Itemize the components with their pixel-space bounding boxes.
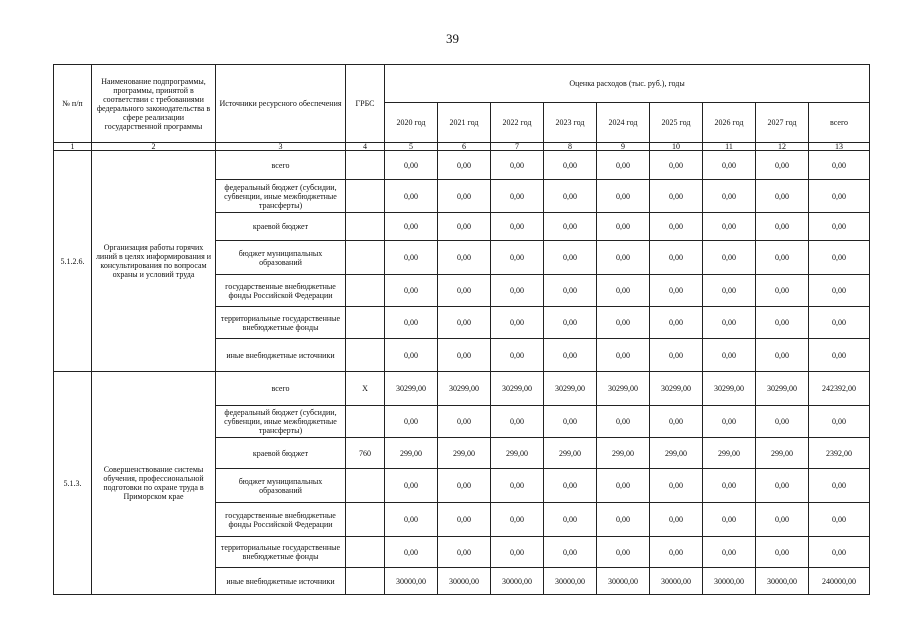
- year-value: 0,00: [544, 469, 597, 503]
- year-value: 30000,00: [756, 568, 809, 595]
- year-value: 30299,00: [491, 372, 544, 406]
- year-value: 30000,00: [597, 568, 650, 595]
- year-value: 0,00: [438, 406, 491, 438]
- year-value: 0,00: [438, 180, 491, 213]
- year-value: 0,00: [544, 241, 597, 275]
- year-value: 0,00: [544, 503, 597, 537]
- grbs-code: [346, 180, 385, 213]
- column-index: 9: [597, 143, 650, 151]
- year-value: 0,00: [703, 537, 756, 568]
- column-index: 4: [346, 143, 385, 151]
- year-value: 30000,00: [650, 568, 703, 595]
- year-value: 30000,00: [703, 568, 756, 595]
- year-value: 299,00: [438, 438, 491, 469]
- year-value: 299,00: [544, 438, 597, 469]
- total-value: 0,00: [809, 339, 870, 372]
- total-value: 0,00: [809, 213, 870, 241]
- year-value: 0,00: [597, 469, 650, 503]
- grbs-code: 760: [346, 438, 385, 469]
- year-value: 0,00: [597, 339, 650, 372]
- funding-source: иные внебюджетные источники: [216, 339, 346, 372]
- year-value: 299,00: [385, 438, 438, 469]
- total-value: 0,00: [809, 307, 870, 339]
- year-value: 0,00: [650, 406, 703, 438]
- funding-source: краевой бюджет: [216, 213, 346, 241]
- year-value: 30299,00: [385, 372, 438, 406]
- year-value: 0,00: [703, 406, 756, 438]
- year-value: 0,00: [438, 537, 491, 568]
- year-value: 0,00: [544, 537, 597, 568]
- year-value: 0,00: [385, 406, 438, 438]
- year-value: 0,00: [650, 213, 703, 241]
- header-year: 2026 год: [703, 103, 756, 143]
- year-value: 30299,00: [544, 372, 597, 406]
- year-value: 0,00: [703, 275, 756, 307]
- funding-source: всего: [216, 372, 346, 406]
- funding-source: федеральный бюджет (субсидии, субвенции, иные межбюджетные трансферты): [216, 406, 346, 438]
- funding-source: иные внебюджетные источники: [216, 568, 346, 595]
- year-value: 30000,00: [544, 568, 597, 595]
- total-value: 242392,00: [809, 372, 870, 406]
- grbs-code: [346, 469, 385, 503]
- year-value: 0,00: [544, 339, 597, 372]
- year-value: 0,00: [650, 339, 703, 372]
- funding-source: бюджет муниципальных образований: [216, 241, 346, 275]
- year-value: 0,00: [491, 180, 544, 213]
- grbs-code: [346, 307, 385, 339]
- year-value: 0,00: [385, 469, 438, 503]
- funding-source: федеральный бюджет (субсидии, субвенции, иные межбюджетные трансферты): [216, 180, 346, 213]
- total-value: 0,00: [809, 503, 870, 537]
- header-year: 2027 год: [756, 103, 809, 143]
- year-value: 0,00: [438, 213, 491, 241]
- total-value: 0,00: [809, 180, 870, 213]
- year-value: 0,00: [703, 339, 756, 372]
- year-value: 30000,00: [385, 568, 438, 595]
- year-value: 0,00: [438, 151, 491, 180]
- total-value: 0,00: [809, 406, 870, 438]
- year-value: 0,00: [756, 241, 809, 275]
- year-value: 0,00: [491, 469, 544, 503]
- year-value: 30299,00: [597, 372, 650, 406]
- year-value: 0,00: [597, 307, 650, 339]
- year-value: 299,00: [756, 438, 809, 469]
- grbs-code: [346, 568, 385, 595]
- year-value: 0,00: [544, 406, 597, 438]
- funding-source: государственные внебюджетные фонды Российской Федерации: [216, 503, 346, 537]
- year-value: 0,00: [597, 213, 650, 241]
- grbs-code: [346, 339, 385, 372]
- grbs-code: [346, 406, 385, 438]
- year-value: 0,00: [438, 241, 491, 275]
- year-value: 0,00: [703, 151, 756, 180]
- year-value: 0,00: [703, 503, 756, 537]
- year-value: 0,00: [703, 307, 756, 339]
- year-value: 0,00: [650, 307, 703, 339]
- year-value: 0,00: [756, 503, 809, 537]
- year-value: 0,00: [385, 307, 438, 339]
- year-value: 30000,00: [491, 568, 544, 595]
- year-value: 0,00: [756, 213, 809, 241]
- year-value: 299,00: [703, 438, 756, 469]
- year-value: 0,00: [385, 339, 438, 372]
- column-index: 11: [703, 143, 756, 151]
- year-value: 0,00: [650, 469, 703, 503]
- header-year: 2024 год: [597, 103, 650, 143]
- year-value: 0,00: [385, 275, 438, 307]
- year-value: 0,00: [544, 307, 597, 339]
- year-value: 0,00: [597, 275, 650, 307]
- grbs-code: [346, 241, 385, 275]
- year-value: 0,00: [491, 213, 544, 241]
- column-index: 5: [385, 143, 438, 151]
- year-value: 0,00: [756, 307, 809, 339]
- column-index: 8: [544, 143, 597, 151]
- year-value: 0,00: [597, 151, 650, 180]
- total-value: 2392,00: [809, 438, 870, 469]
- year-value: 0,00: [385, 537, 438, 568]
- header-year: 2021 год: [438, 103, 491, 143]
- funding-source: краевой бюджет: [216, 438, 346, 469]
- year-value: 30000,00: [438, 568, 491, 595]
- column-index: 1: [54, 143, 92, 151]
- item-name: Организация работы горячих линий в целях информирования и консультирования по вопросам охраны и условий труда: [92, 151, 216, 372]
- year-value: 0,00: [756, 406, 809, 438]
- year-value: 0,00: [756, 151, 809, 180]
- grbs-code: [346, 213, 385, 241]
- total-value: 0,00: [809, 241, 870, 275]
- budget-table: [53, 64, 870, 595]
- year-value: 0,00: [597, 406, 650, 438]
- year-value: 0,00: [703, 241, 756, 275]
- year-value: 0,00: [491, 241, 544, 275]
- year-value: 0,00: [491, 339, 544, 372]
- year-value: 0,00: [756, 180, 809, 213]
- funding-source: государственные внебюджетные фонды Российской Федерации: [216, 275, 346, 307]
- year-value: 0,00: [650, 503, 703, 537]
- year-value: 0,00: [491, 406, 544, 438]
- header-year: 2025 год: [650, 103, 703, 143]
- item-name: Совершенствование системы обучения, профессиональной подготовки по охране труда в Приморском крае: [92, 372, 216, 595]
- year-value: 0,00: [491, 151, 544, 180]
- table-row: [54, 151, 870, 180]
- total-value: 0,00: [809, 151, 870, 180]
- year-value: 0,00: [491, 307, 544, 339]
- item-number: 5.1.3.: [54, 372, 92, 595]
- year-value: 0,00: [491, 537, 544, 568]
- total-value: 0,00: [809, 275, 870, 307]
- year-value: 30299,00: [650, 372, 703, 406]
- year-value: 0,00: [650, 180, 703, 213]
- header-year: 2023 год: [544, 103, 597, 143]
- year-value: 0,00: [385, 213, 438, 241]
- total-value: 0,00: [809, 537, 870, 568]
- column-index: 7: [491, 143, 544, 151]
- year-value: 0,00: [650, 241, 703, 275]
- funding-source: территориальные государственные внебюджетные фонды: [216, 537, 346, 568]
- grbs-code: [346, 503, 385, 537]
- year-value: 299,00: [491, 438, 544, 469]
- year-value: 0,00: [385, 180, 438, 213]
- year-value: 0,00: [650, 151, 703, 180]
- year-value: 0,00: [544, 213, 597, 241]
- column-index: 3: [216, 143, 346, 151]
- funding-source: всего: [216, 151, 346, 180]
- year-value: 0,00: [544, 151, 597, 180]
- year-value: 0,00: [703, 213, 756, 241]
- year-value: 0,00: [597, 241, 650, 275]
- column-index: 12: [756, 143, 809, 151]
- year-value: 0,00: [438, 469, 491, 503]
- year-value: 0,00: [438, 307, 491, 339]
- year-value: 0,00: [438, 275, 491, 307]
- table-row: [54, 372, 870, 406]
- page-number: 39: [446, 31, 459, 46]
- grbs-code: [346, 537, 385, 568]
- column-index: 10: [650, 143, 703, 151]
- year-value: 0,00: [650, 537, 703, 568]
- total-value: 240000,00: [809, 568, 870, 595]
- column-index: 2: [92, 143, 216, 151]
- year-value: 0,00: [544, 275, 597, 307]
- item-number: 5.1.2.6.: [54, 151, 92, 372]
- year-value: 0,00: [385, 241, 438, 275]
- year-value: 30299,00: [703, 372, 756, 406]
- funding-source: территориальные государственные внебюджетные фонды: [216, 307, 346, 339]
- year-value: 0,00: [756, 275, 809, 307]
- year-value: 0,00: [544, 180, 597, 213]
- header-col-num: № п/п: [54, 65, 92, 143]
- year-value: 0,00: [756, 469, 809, 503]
- header-col-grbs: ГРБС: [346, 65, 385, 143]
- header-col-source: Источники ресурсного обеспечения: [216, 65, 346, 143]
- year-value: 0,00: [385, 503, 438, 537]
- grbs-code: Х: [346, 372, 385, 406]
- year-value: 299,00: [597, 438, 650, 469]
- year-value: 0,00: [703, 180, 756, 213]
- year-value: 0,00: [650, 275, 703, 307]
- year-value: 0,00: [597, 180, 650, 213]
- column-index: 6: [438, 143, 491, 151]
- year-value: 30299,00: [438, 372, 491, 406]
- year-value: 0,00: [438, 339, 491, 372]
- header-year: всего: [809, 103, 870, 143]
- header-col-name: Наименование подпрограммы, программы, принятой в соответствии с требованиями федерального законодательства в сфере реализации государственной программы: [92, 65, 216, 143]
- funding-source: бюджет муниципальных образований: [216, 469, 346, 503]
- grbs-code: [346, 151, 385, 180]
- year-value: 0,00: [385, 151, 438, 180]
- year-value: 0,00: [703, 469, 756, 503]
- year-value: 30299,00: [756, 372, 809, 406]
- year-value: 0,00: [597, 537, 650, 568]
- year-value: 0,00: [756, 339, 809, 372]
- column-index: 13: [809, 143, 870, 151]
- year-value: 0,00: [438, 503, 491, 537]
- grbs-code: [346, 275, 385, 307]
- year-value: 0,00: [597, 503, 650, 537]
- year-value: 0,00: [491, 503, 544, 537]
- year-value: 0,00: [756, 537, 809, 568]
- year-value: 299,00: [650, 438, 703, 469]
- total-value: 0,00: [809, 469, 870, 503]
- header-year: 2022 год: [491, 103, 544, 143]
- header-col-estimate: Оценка расходов (тыс. руб.), годы: [385, 65, 870, 103]
- header-year: 2020 год: [385, 103, 438, 143]
- year-value: 0,00: [491, 275, 544, 307]
